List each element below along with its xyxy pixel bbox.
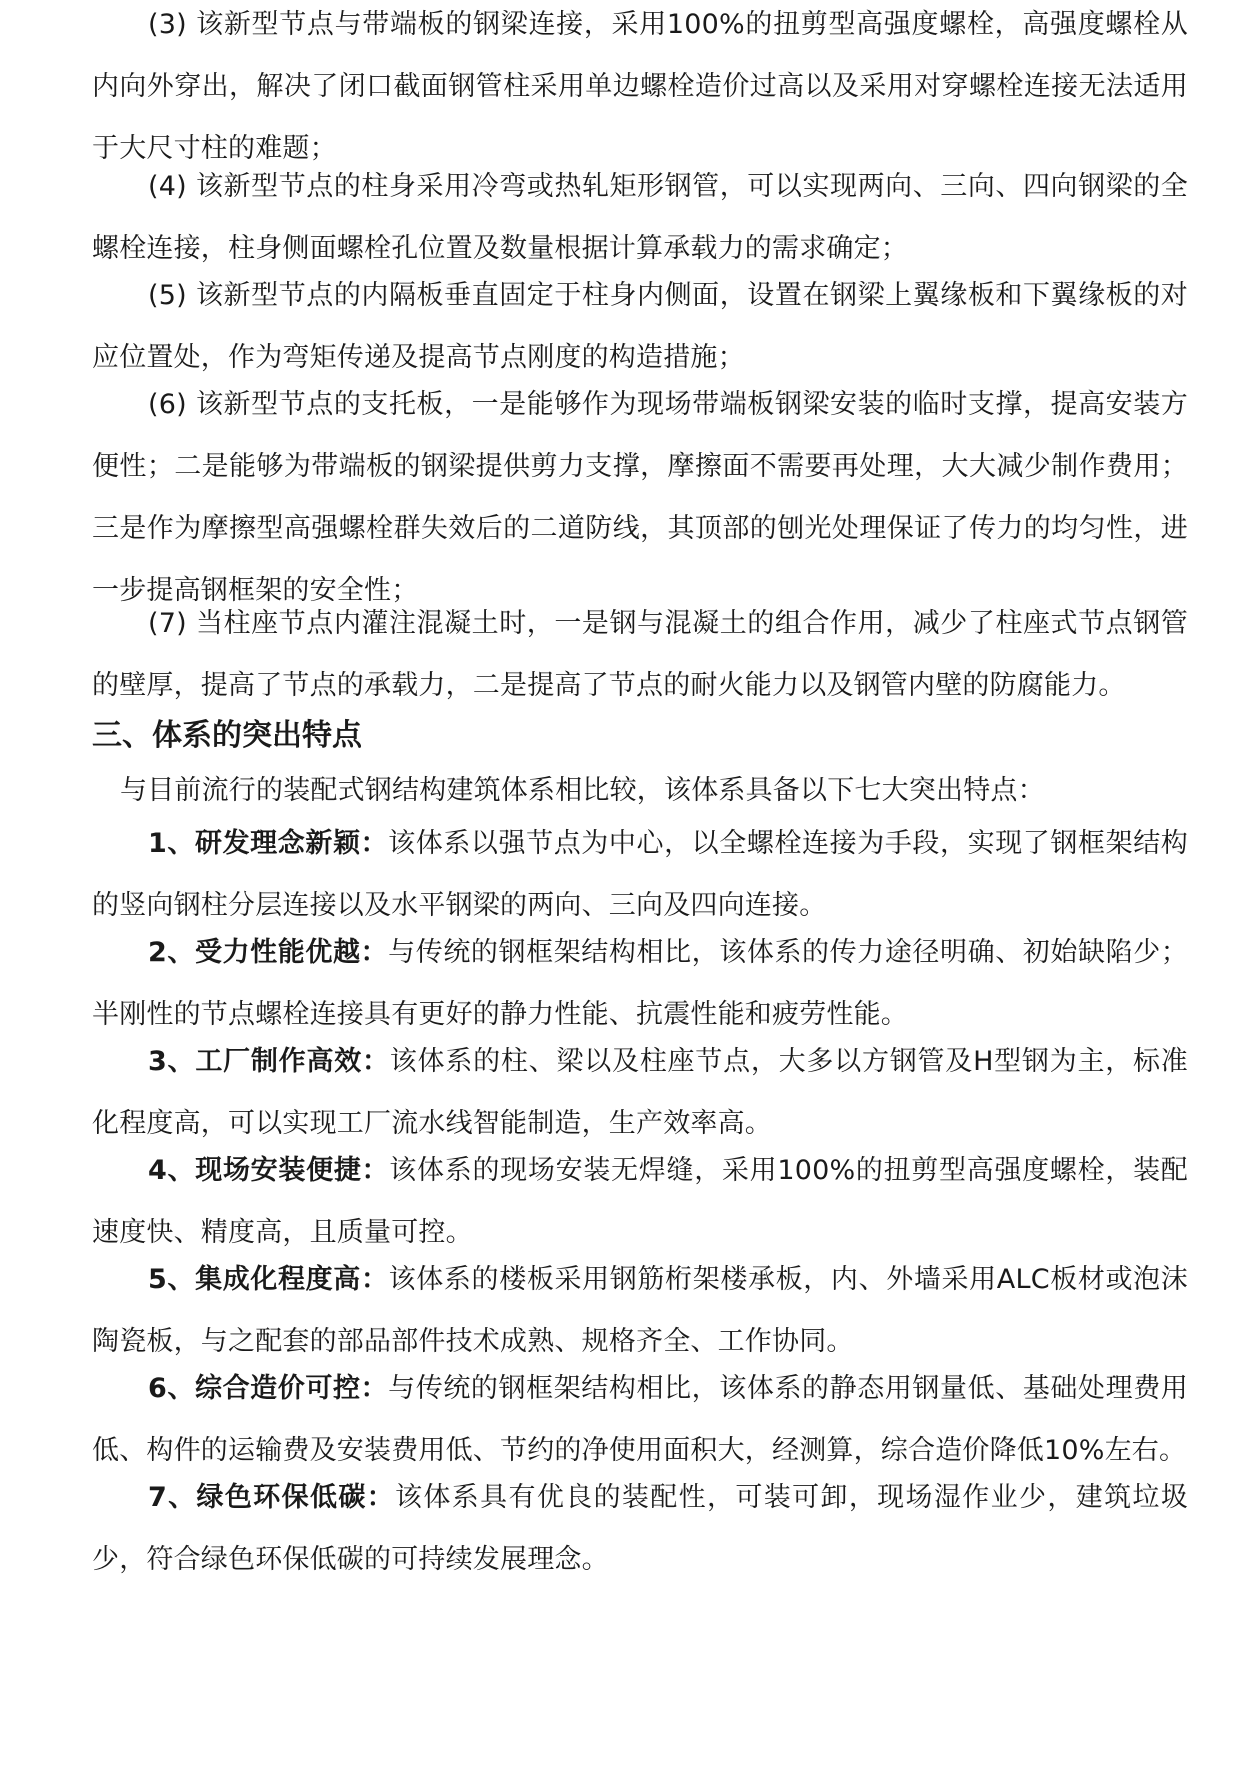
feature-title: 4、现场安装便捷：: [148, 1155, 390, 1186]
feature-text: 该体系具有优良的装配性，可装可卸，现场湿作业少，建筑垃圾少，符合绿色环保低碳的可持续发展理念。: [92, 1482, 1188, 1575]
feature-text: 该体系的楼板采用钢筋桁架楼承板，内、外墙采用ALC板材或泡沫陶瓷板，与之配套的部品部件技术成熟、规格齐全、工作协同。: [92, 1264, 1188, 1357]
feature-item-6: [92, 1358, 1188, 1482]
feature-title: 5、集成化程度高：: [148, 1264, 389, 1295]
feature-item-3: [92, 1031, 1188, 1155]
paragraph-item-7: (7) 当柱座节点内灌注混凝土时，一是钢与混凝土的组合作用，减少了柱座式节点钢管的壁厚，提高了节点的承载力，二是提高了节点的耐火能力以及钢管内壁的防腐能力。: [92, 608, 1188, 701]
feature-title: 7、绿色环保低碳：: [148, 1482, 396, 1513]
feature-text: 该体系以强节点为中心，以全螺栓连接为手段，实现了钢框架结构的竖向钢柱分层连接以及水平钢梁的两向、三向及四向连接。: [92, 828, 1188, 921]
section-intro: 与目前流行的装配式钢结构建筑体系相比较，该体系具备以下七大突出特点：: [120, 775, 1045, 806]
feature-text: 与传统的钢框架结构相比，该体系的静态用钢量低、基础处理费用低、构件的运输费及安装费用低、节约的净使用面积大，经测算，综合造价降低10%左右。: [92, 1373, 1188, 1466]
paragraph-item-3: (3) 该新型节点与带端板的钢梁连接，采用100%的扭剪型高强度螺栓，高强度螺栓从内向外穿出，解决了闭口截面钢管柱采用单边螺栓造价过高以及采用对穿螺栓连接无法适用于大尺寸柱的难题；: [92, 9, 1188, 164]
paragraph-item-4: (4) 该新型节点的柱身采用冷弯或热轧矩形钢管，可以实现两向、三向、四向钢梁的全螺栓连接，柱身侧面螺栓孔位置及数量根据计算承载力的需求确定；: [92, 171, 1188, 264]
feature-text: 该体系的柱、梁以及柱座节点，大多以方钢管及H型钢为主，标准化程度高，可以实现工厂流水线智能制造，生产效率高。: [92, 1046, 1188, 1139]
feature-title: 2、受力性能优越：: [148, 937, 389, 968]
feature-title: 1、研发理念新颖：: [148, 828, 389, 859]
feature-item-7: [92, 1467, 1188, 1591]
feature-item-2: [92, 922, 1188, 1046]
feature-text: 该体系的现场安装无焊缝，采用100%的扭剪型高强度螺栓，装配速度快、精度高，且质量可控。: [92, 1155, 1188, 1248]
feature-item-5: [92, 1249, 1188, 1373]
feature-item-1: [92, 813, 1188, 937]
feature-title: 3、工厂制作高效：: [148, 1046, 390, 1077]
feature-title: 6、综合造价可控：: [148, 1373, 389, 1404]
feature-text: 与传统的钢框架结构相比，该体系的传力途径明确、初始缺陷少；半刚性的节点螺栓连接具有更好的静力性能、抗震性能和疲劳性能。: [92, 937, 1188, 1030]
section-heading: 三、体系的突出特点: [92, 718, 362, 753]
paragraph-item-6: (6) 该新型节点的支托板，一是能够作为现场带端板钢梁安装的临时支撑，提高安装方便性；二是能够为带端板的钢梁提供剪力支撑，摩擦面不需要再处理，大大减少制作费用；三是作为摩擦型高强螺栓群失效后的二道防线，其顶部的刨光处理保证了传力的均匀性，进一步提高钢框架的安全性；: [92, 389, 1188, 606]
feature-item-4: [92, 1140, 1188, 1264]
paragraph-item-5: (5) 该新型节点的内隔板垂直固定于柱身内侧面，设置在钢梁上翼缘板和下翼缘板的对应位置处，作为弯矩传递及提高节点刚度的构造措施；: [92, 280, 1188, 373]
